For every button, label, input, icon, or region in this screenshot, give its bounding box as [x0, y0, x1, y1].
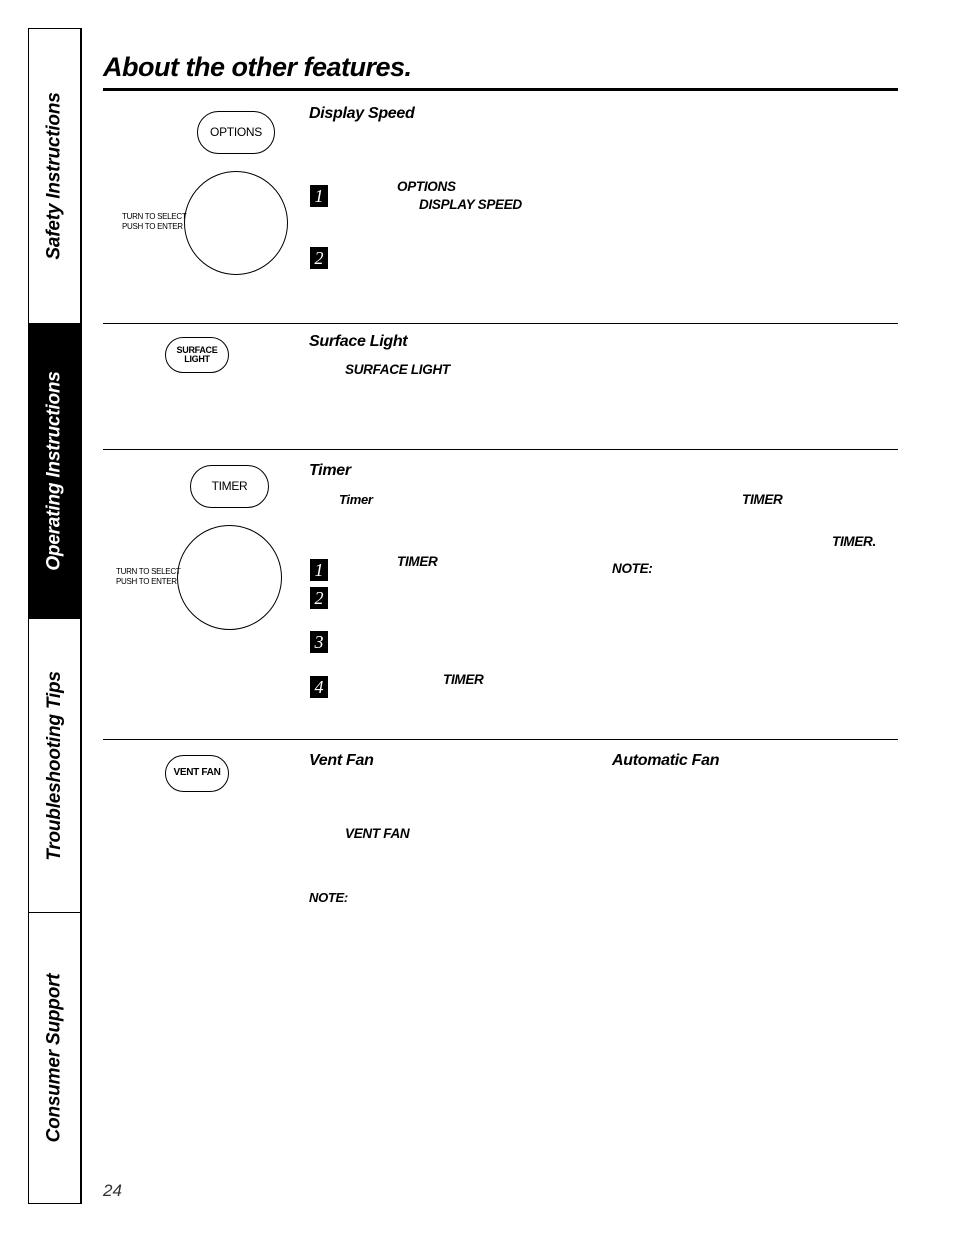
surface-light-button[interactable]: [165, 337, 229, 373]
vent-fan-button-label: VENT FAN: [173, 767, 221, 779]
keyword-surface-light: SURFACE LIGHT: [345, 362, 450, 377]
keyword-timer: TIMER: [443, 672, 484, 687]
tab-safety-instructions[interactable]: [29, 29, 80, 323]
automatic-fan-heading: Automatic Fan: [612, 752, 720, 769]
step-number: 1: [310, 185, 328, 207]
step-number: 1: [310, 559, 328, 581]
options-button-label: OPTIONS: [210, 125, 262, 140]
keyword-timer: TIMER: [397, 554, 438, 569]
tab-consumer-support-label: Consumer Support: [43, 973, 65, 1142]
tab-troubleshooting-tips-label: Troubleshooting Tips: [43, 670, 65, 861]
step-number: 3: [310, 631, 328, 653]
surface-light-heading: Surface Light: [309, 333, 408, 350]
dial-instruction-label: [116, 567, 180, 587]
display-speed-heading: Display Speed: [309, 105, 415, 122]
vent-fan-button[interactable]: [165, 755, 229, 792]
timer-button[interactable]: [190, 465, 269, 508]
keyword-timer: TIMER.: [832, 534, 876, 549]
timer-button-label: TIMER: [211, 479, 248, 494]
keyword-vent-fan: VENT FAN: [345, 826, 410, 841]
surface-light-button-line2: LIGHT: [184, 354, 210, 364]
tab-consumer-support[interactable]: [29, 912, 80, 1202]
tab-troubleshooting-tips[interactable]: [29, 618, 80, 912]
keyword-display-speed: DISPLAY SPEED: [419, 197, 522, 212]
dial-instruction-label: [122, 212, 186, 232]
select-dial[interactable]: [177, 525, 282, 630]
timer-heading: Timer: [309, 462, 351, 479]
section-divider: [103, 739, 898, 740]
keyword-options: OPTIONS: [397, 179, 456, 194]
section-divider: [103, 323, 898, 324]
step-number: 2: [310, 587, 328, 609]
keyword-timer: TIMER: [742, 492, 783, 507]
page-title: About the other features.: [103, 52, 412, 82]
keyword-timer-inline: Timer: [339, 492, 373, 507]
title-rule: [103, 88, 898, 91]
surface-light-button-line1: SURFACE: [176, 344, 218, 355]
note-label: NOTE:: [612, 561, 653, 576]
step-number: 2: [310, 247, 328, 269]
select-dial[interactable]: [184, 171, 288, 275]
dial-instruction-line1: TURN TO SELECT: [122, 212, 187, 221]
tab-safety-instructions-label: Safety Instructions: [43, 92, 65, 260]
side-tab-bar: [28, 28, 82, 1204]
page-number: 24: [103, 1181, 122, 1200]
section-divider: [103, 449, 898, 450]
dial-instruction-line1: TURN TO SELECT: [116, 567, 181, 576]
dial-instruction-line2: PUSH TO ENTER: [122, 222, 183, 231]
vent-fan-heading: Vent Fan: [309, 752, 374, 769]
step-number: 4: [310, 676, 328, 698]
note-label: NOTE:: [309, 890, 348, 905]
dial-instruction-line2: PUSH TO ENTER: [116, 577, 177, 586]
tab-operating-instructions-label: Operating Instructions: [43, 371, 65, 571]
tab-operating-instructions[interactable]: [29, 323, 80, 618]
options-button[interactable]: [197, 111, 275, 154]
